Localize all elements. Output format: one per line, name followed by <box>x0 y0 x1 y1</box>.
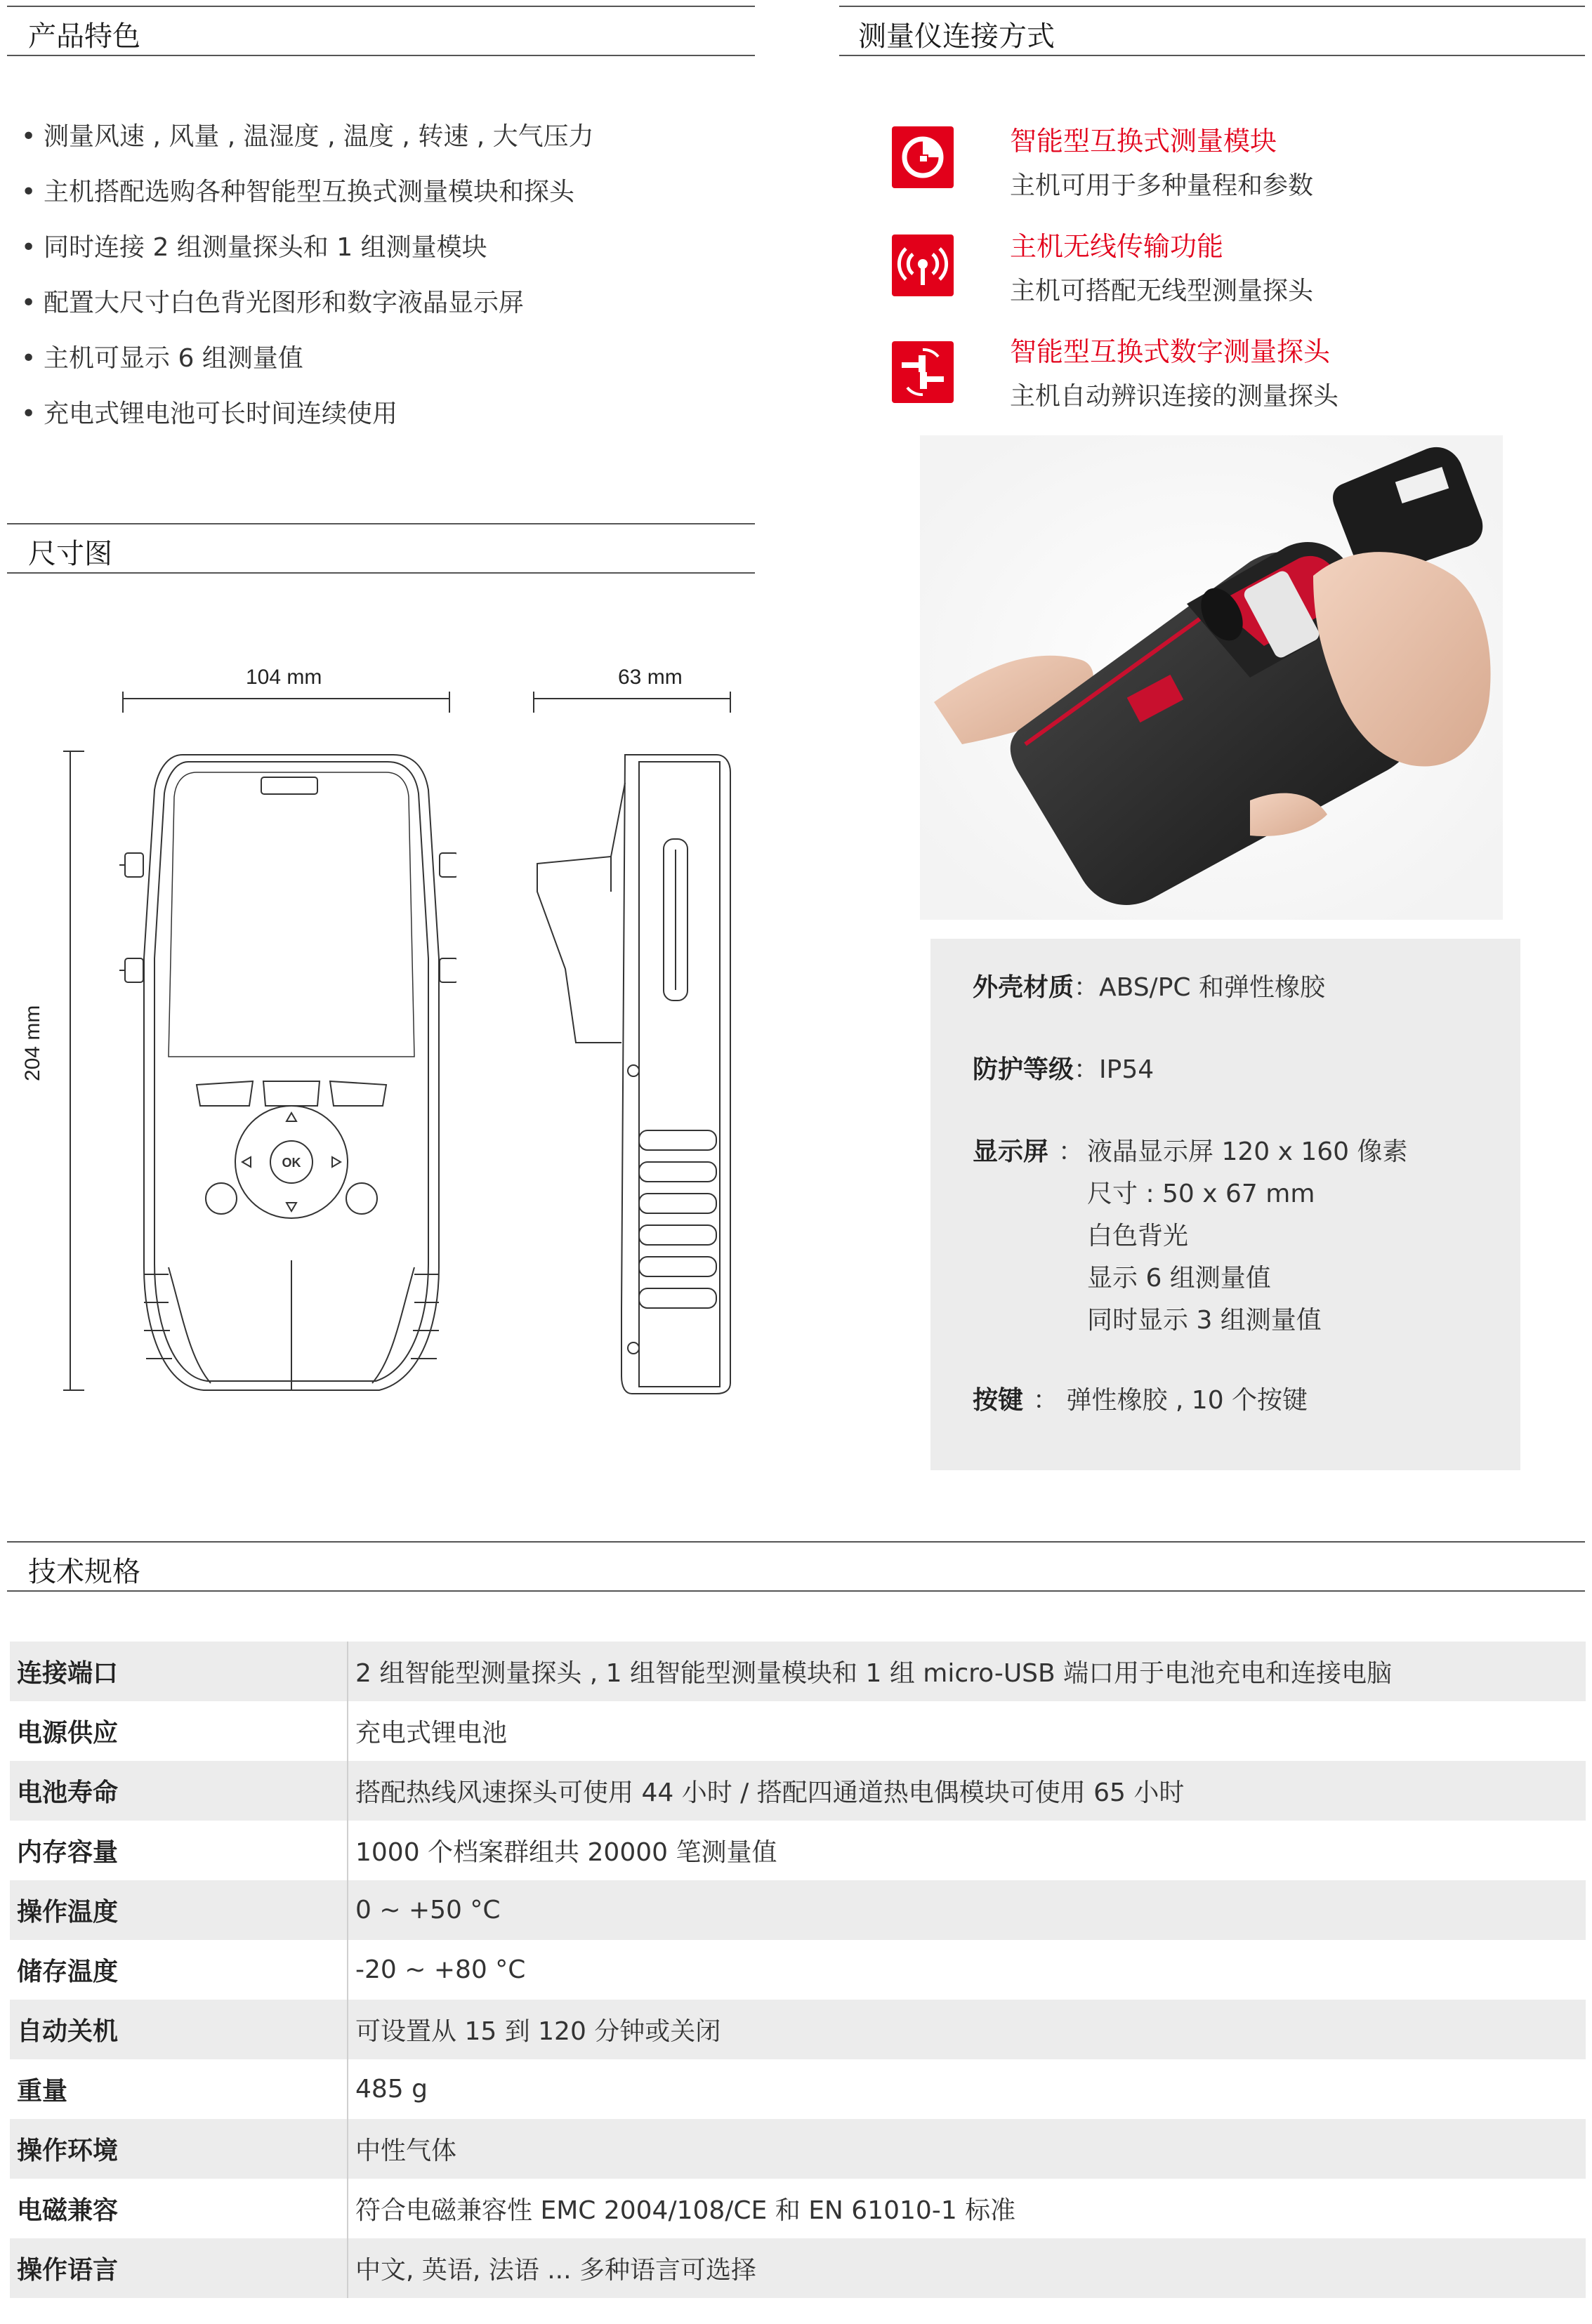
table-row <box>10 2059 1586 2119</box>
spec-label: 外壳材质 <box>973 973 1074 1002</box>
row-key: 内存容量 <box>10 1821 348 1880</box>
ok-key-label: OK <box>282 1156 301 1170</box>
module-swap-icon <box>892 126 954 188</box>
feature-item <box>21 171 594 227</box>
bullet: • <box>21 289 37 317</box>
tech-bottom-rule <box>7 1590 1585 1592</box>
row-key: 自动关机 <box>10 2000 348 2059</box>
spec-label: 显示屏 <box>973 1137 1049 1166</box>
table-row <box>10 1701 1586 1761</box>
connection-item-title: 主机无线传输功能 <box>1010 231 1224 262</box>
row-key: 电磁兼容 <box>10 2179 348 2238</box>
row-key: 连接端口 <box>10 1642 348 1701</box>
depth-label: 63 mm <box>618 666 683 689</box>
row-value: 符合电磁兼容性 EMC 2004/108/CE 和 EN 61010-1 标准 <box>355 2196 1016 2225</box>
connection-bottom-rule <box>839 55 1585 56</box>
feature-text: 主机可显示 6 组测量值 <box>44 344 303 373</box>
connection-item-subtitle: 主机自动辨识连接的测量探头 <box>1010 382 1339 411</box>
table-row <box>10 2000 1586 2059</box>
dimensions-title: 尺寸图 <box>28 538 112 570</box>
plug-connect-icon <box>892 341 954 403</box>
tech-spec-table <box>10 1642 1586 2298</box>
width-label: 104 mm <box>246 666 322 689</box>
height-label: 204 mm <box>21 1005 44 1081</box>
tech-top-rule <box>7 1541 1585 1543</box>
row-key: 电源供应 <box>10 1701 348 1761</box>
spec-value: ： 弹性橡胶 , 10 个按键 <box>1033 1386 1308 1415</box>
table-row <box>10 2119 1586 2179</box>
display-line: 同时显示 3 组测量值 <box>1087 1306 1322 1335</box>
row-value: 中文, 英语, 法语 ... 多种语言可选择 <box>348 2238 1586 2298</box>
row-value: -20 ~ +80 °C <box>355 1955 526 1984</box>
feature-item <box>21 116 594 171</box>
row-value: 中性气体 <box>348 2119 1586 2179</box>
connection-item-subtitle: 主机可搭配无线型测量探头 <box>1010 277 1314 305</box>
table-row <box>10 2179 1586 2238</box>
feature-item <box>21 227 594 282</box>
features-bottom-rule <box>7 55 755 56</box>
spec-value: ：ABS/PC 和弹性橡胶 <box>1074 973 1325 1002</box>
dimensions-bottom-rule <box>7 572 755 574</box>
row-key: 操作温度 <box>10 1880 348 1940</box>
feature-item <box>21 338 594 393</box>
connection-top-rule <box>839 6 1585 7</box>
feature-text: 主机搭配选购各种智能型互换式测量模块和探头 <box>44 178 575 206</box>
feature-text: 测量风速 , 风量 , 温湿度 , 温度 , 转速 , 大气压力 <box>44 122 594 151</box>
display-line: 液晶显示屏 120 x 160 像素 <box>1087 1137 1408 1166</box>
bullet: • <box>21 122 37 151</box>
feature-item <box>21 282 594 338</box>
bullet: • <box>21 178 37 206</box>
table-row <box>10 1761 1586 1821</box>
table-row <box>10 2238 1586 2298</box>
table-row <box>10 1880 1586 1940</box>
front-view-drawing <box>63 692 456 1408</box>
feature-text: 配置大尺寸白色背光图形和数字液晶显示屏 <box>44 289 525 317</box>
feature-item <box>21 393 594 449</box>
spec-label: 按键 <box>973 1386 1024 1415</box>
spec-label: 防护等级 <box>973 1055 1074 1084</box>
table-row <box>10 1821 1586 1880</box>
spec-value: ：IP54 <box>1074 1055 1154 1084</box>
display-line: 显示 6 组测量值 <box>1087 1264 1271 1293</box>
keys-spec <box>973 1380 1308 1416</box>
connection-item-subtitle: 主机可用于多种量程和参数 <box>1010 171 1314 200</box>
dimensions-top-rule <box>7 523 755 524</box>
table-row <box>10 1642 1586 1701</box>
display-line: 尺寸 : 50 x 67 mm <box>1087 1180 1315 1208</box>
row-value: 搭配热线风速探头可使用 44 小时 / 搭配四通道热电偶模块可使用 65 小时 <box>348 1761 1586 1821</box>
row-key: 电池寿命 <box>10 1761 348 1821</box>
connection-item-title: 智能型互换式数字测量探头 <box>1010 336 1331 367</box>
row-key: 重量 <box>10 2059 348 2119</box>
features-top-rule <box>7 6 755 7</box>
bullet: • <box>21 344 37 373</box>
row-value: 1000 个档案群组共 20000 笔测量值 <box>355 1838 777 1867</box>
feature-list <box>21 116 594 449</box>
wireless-icon <box>892 235 954 296</box>
row-key: 储存温度 <box>10 1940 348 2000</box>
row-key: 操作语言 <box>10 2238 348 2298</box>
row-value: 0 ~ +50 °C <box>348 1880 1586 1940</box>
connection-item-title: 智能型互换式测量模块 <box>1010 126 1277 157</box>
display-spec <box>973 1132 1084 1168</box>
protection-spec <box>973 1050 1154 1085</box>
features-title: 产品特色 <box>28 20 140 53</box>
housing-spec <box>973 968 1325 1003</box>
bullet: • <box>21 400 37 428</box>
row-value: 485 g <box>355 2075 428 2104</box>
feature-text: 充电式锂电池可长时间连续使用 <box>44 400 398 428</box>
bullet: • <box>21 233 37 262</box>
row-value: 充电式锂电池 <box>355 1719 508 1748</box>
spec-colon: ： <box>1058 1137 1084 1166</box>
display-line: 白色背光 <box>1087 1222 1189 1250</box>
side-view-drawing <box>527 692 737 1408</box>
feature-text: 同时连接 2 组测量探头和 1 组测量模块 <box>44 233 487 262</box>
connection-title: 测量仪连接方式 <box>858 20 1055 53</box>
row-value: 2 组智能型测量探头 , 1 组智能型测量模块和 1 组 micro-USB 端口用于电池充电和连接电脑 <box>348 1642 1586 1701</box>
row-value: 可设置从 15 到 120 分钟或关闭 <box>348 2000 1586 2059</box>
tech-title: 技术规格 <box>28 1556 140 1588</box>
product-photo <box>920 435 1503 920</box>
table-row <box>10 1940 1586 2000</box>
row-key: 操作环境 <box>10 2119 348 2179</box>
